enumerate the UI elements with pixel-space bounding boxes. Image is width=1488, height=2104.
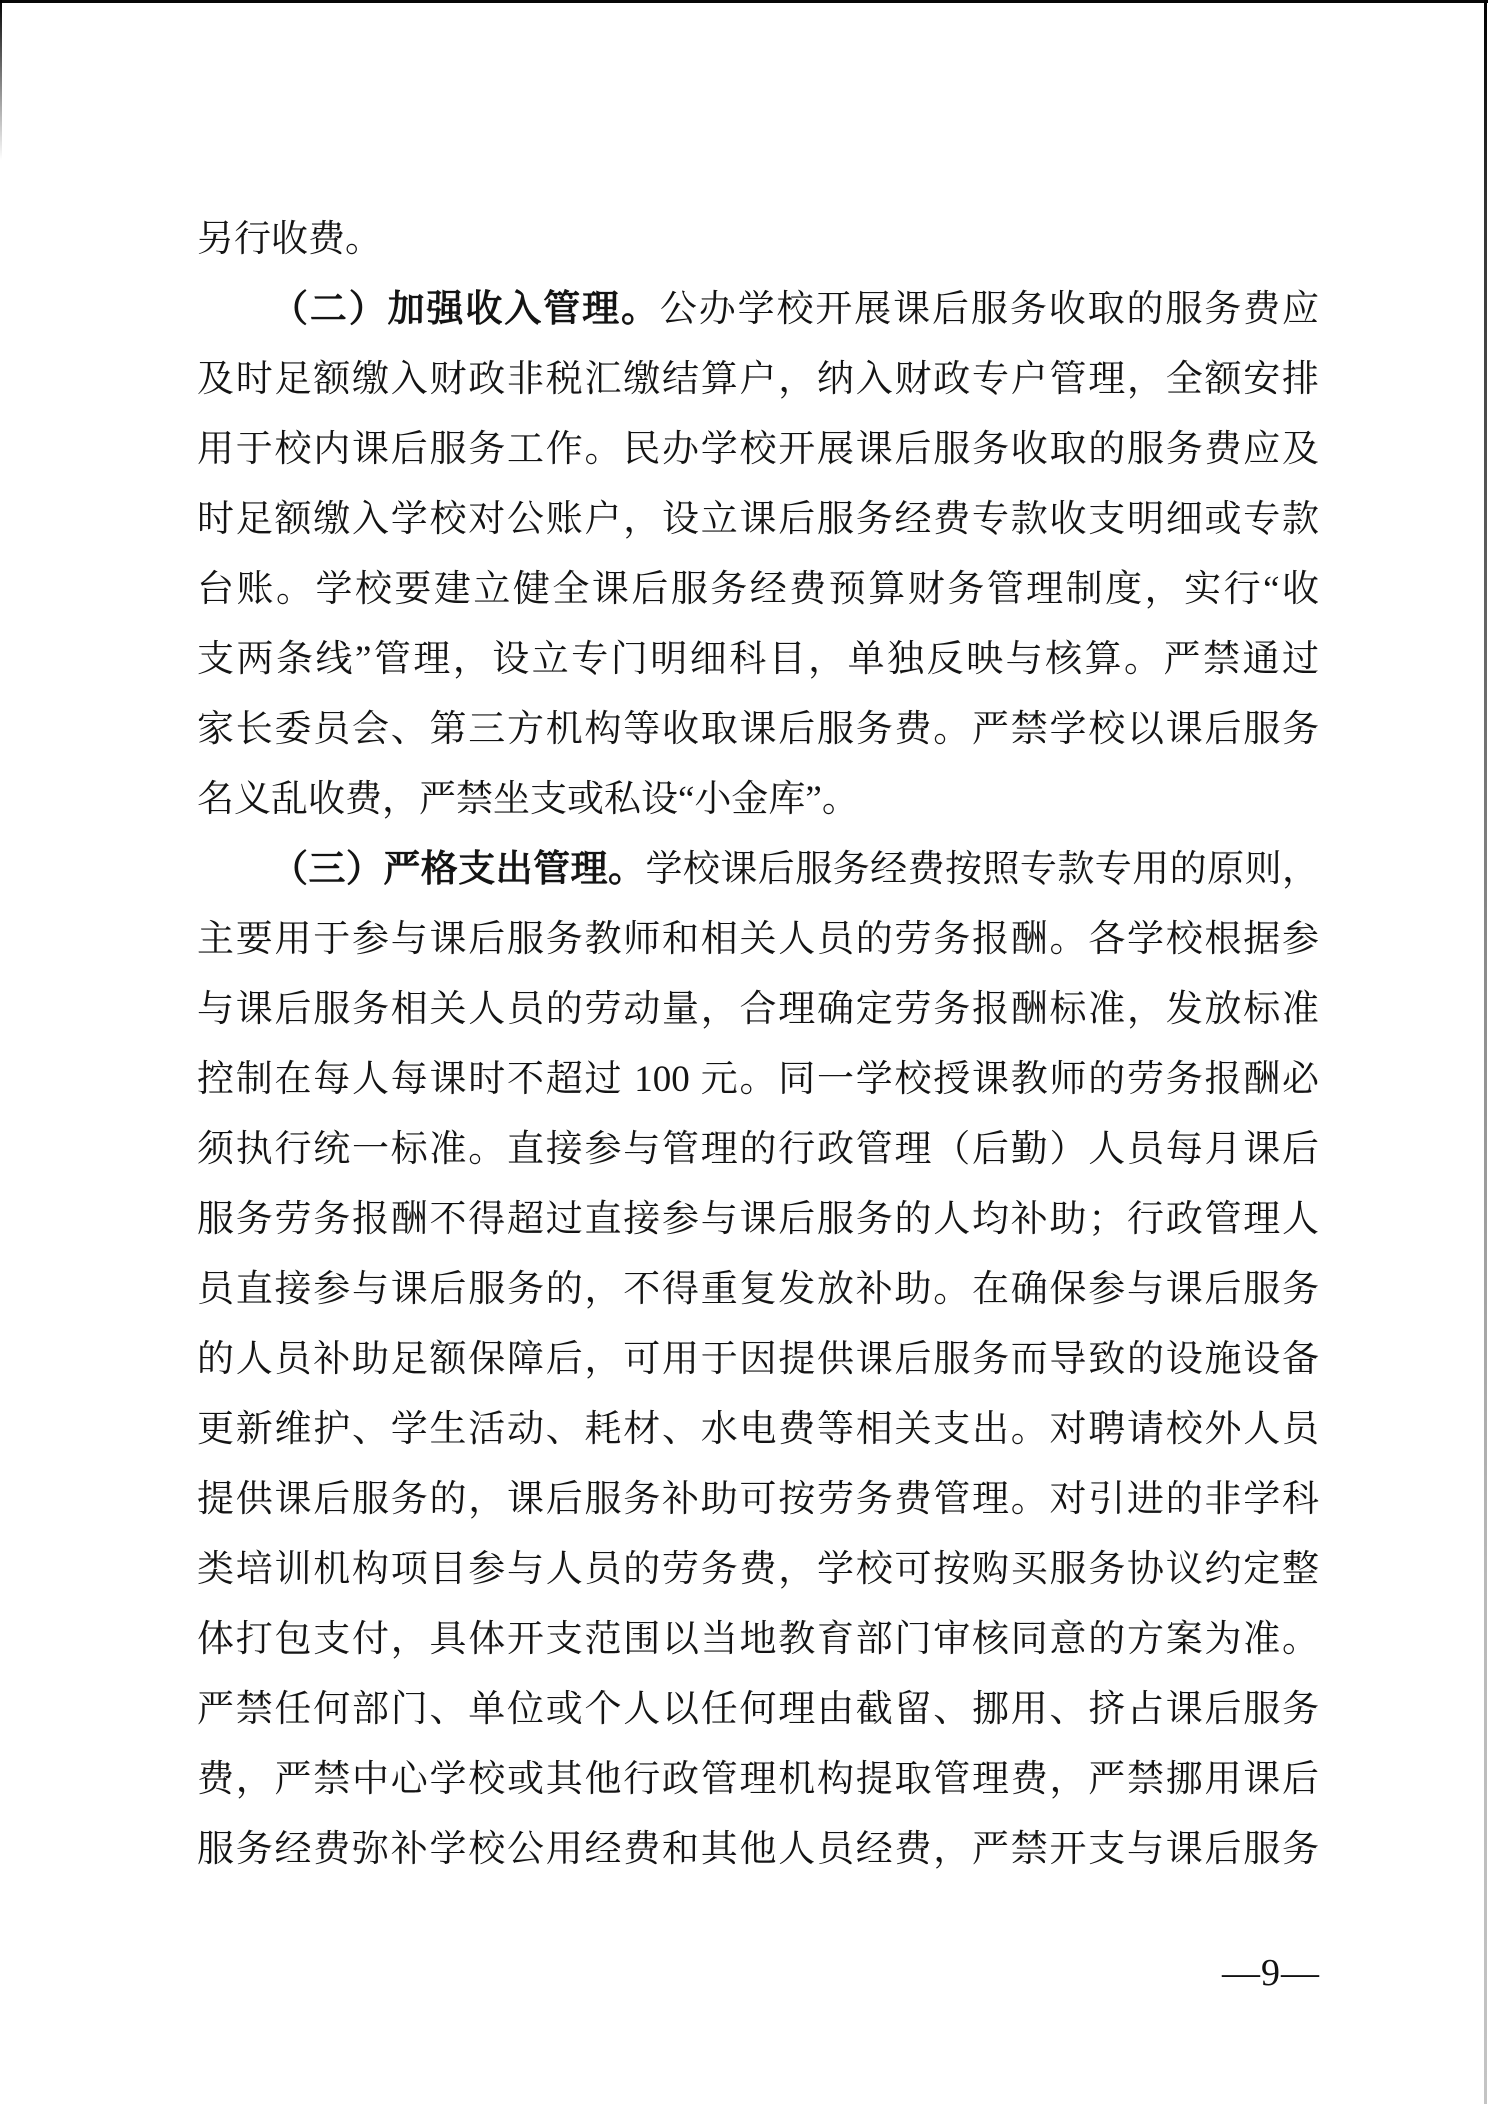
text-line — [197, 485, 1319, 555]
body-text: 控制在每人每课时不超过 100 元。同一学校授课教师的劳务报酬必 — [197, 1059, 1319, 1100]
text-line — [197, 1465, 1319, 1535]
text-line — [197, 835, 1319, 905]
text-line — [197, 1605, 1319, 1675]
body-text: 与课后服务相关人员的劳动量，合理确定劳务报酬标准，发放标准 — [197, 989, 1319, 1030]
text-line — [197, 1535, 1319, 1605]
text-line — [197, 1675, 1319, 1745]
text-line — [197, 1395, 1319, 1465]
text-line — [197, 1255, 1319, 1325]
text-line — [197, 205, 1319, 275]
section-heading-text: （二）加强收入管理。 — [271, 289, 660, 330]
body-text: 公办学校开展课后服务收取的服务费应 — [659, 289, 1320, 330]
body-text: 更新维护、学生活动、耗材、水电费等相关支出。对聘请校外人员 — [197, 1409, 1319, 1450]
document-body — [197, 205, 1319, 1885]
section-heading-text: （三）严格支出管理。 — [271, 849, 646, 890]
text-line — [197, 765, 1319, 835]
body-text: 另行收费。 — [197, 219, 382, 260]
text-line — [197, 1115, 1319, 1185]
text-line — [197, 1185, 1319, 1255]
body-text: 名义乱收费，严禁坐支或私设“小金库”。 — [197, 779, 859, 820]
text-line — [197, 1325, 1319, 1395]
body-text: 支两条线”管理，设立专门明细科目，单独反映与核算。严禁通过 — [197, 639, 1319, 680]
text-line — [197, 695, 1319, 765]
body-text: 服务经费弥补学校公用经费和其他人员经费，严禁开支与课后服务 — [197, 1829, 1319, 1870]
body-text: 家长委员会、第三方机构等收取课后服务费。严禁学校以课后服务 — [197, 709, 1319, 750]
body-text: 员直接参与课后服务的，不得重复发放补助。在确保参与课后服务 — [197, 1269, 1319, 1310]
left-edge-scan-line — [0, 0, 2, 160]
page-number: —9— — [1222, 1952, 1320, 1994]
right-edge-scan-line — [1484, 0, 1487, 2104]
text-line — [197, 345, 1319, 415]
body-text: 体打包支付，具体开支范围以当地教育部门审核同意的方案为准。 — [197, 1619, 1319, 1660]
body-text: 服务劳务报酬不得超过直接参与课后服务的人均补助；行政管理人 — [197, 1199, 1319, 1240]
body-text: 台账。学校要建立健全课后服务经费预算财务管理制度，实行“收 — [197, 569, 1319, 610]
text-line — [197, 275, 1319, 345]
text-line — [197, 1045, 1319, 1115]
text-line — [197, 555, 1319, 625]
text-line — [197, 415, 1319, 485]
text-line — [197, 975, 1319, 1045]
text-line — [197, 1745, 1319, 1815]
body-text: 费，严禁中心学校或其他行政管理机构提取管理费，严禁挪用课后 — [197, 1759, 1319, 1800]
body-text: 类培训机构项目参与人员的劳务费，学校可按购买服务协议约定整 — [197, 1549, 1319, 1590]
top-edge-scan-line — [0, 0, 1488, 3]
body-text: 严禁任何部门、单位或个人以任何理由截留、挪用、挤占课后服务 — [197, 1689, 1319, 1730]
text-line — [197, 1815, 1319, 1885]
text-line — [197, 625, 1319, 695]
text-line — [197, 905, 1319, 975]
body-text: 主要用于参与课后服务教师和相关人员的劳务报酬。各学校根据参 — [197, 919, 1319, 960]
body-text: 须执行统一标准。直接参与管理的行政管理（后勤）人员每月课后 — [197, 1129, 1319, 1170]
body-text: 用于校内课后服务工作。民办学校开展课后服务收取的服务费应及 — [197, 429, 1319, 470]
body-text: 时足额缴入学校对公账户，设立课后服务经费专款收支明细或专款 — [197, 499, 1319, 540]
body-text: 及时足额缴入财政非税汇缴结算户，纳入财政专户管理，全额安排 — [197, 359, 1319, 400]
body-text: 学校课后服务经费按照专款专用的原则， — [645, 849, 1320, 890]
body-text: 提供课后服务的，课后服务补助可按劳务费管理。对引进的非学科 — [197, 1479, 1319, 1520]
body-text: 的人员补助足额保障后，可用于因提供课后服务而导致的设施设备 — [197, 1339, 1319, 1380]
